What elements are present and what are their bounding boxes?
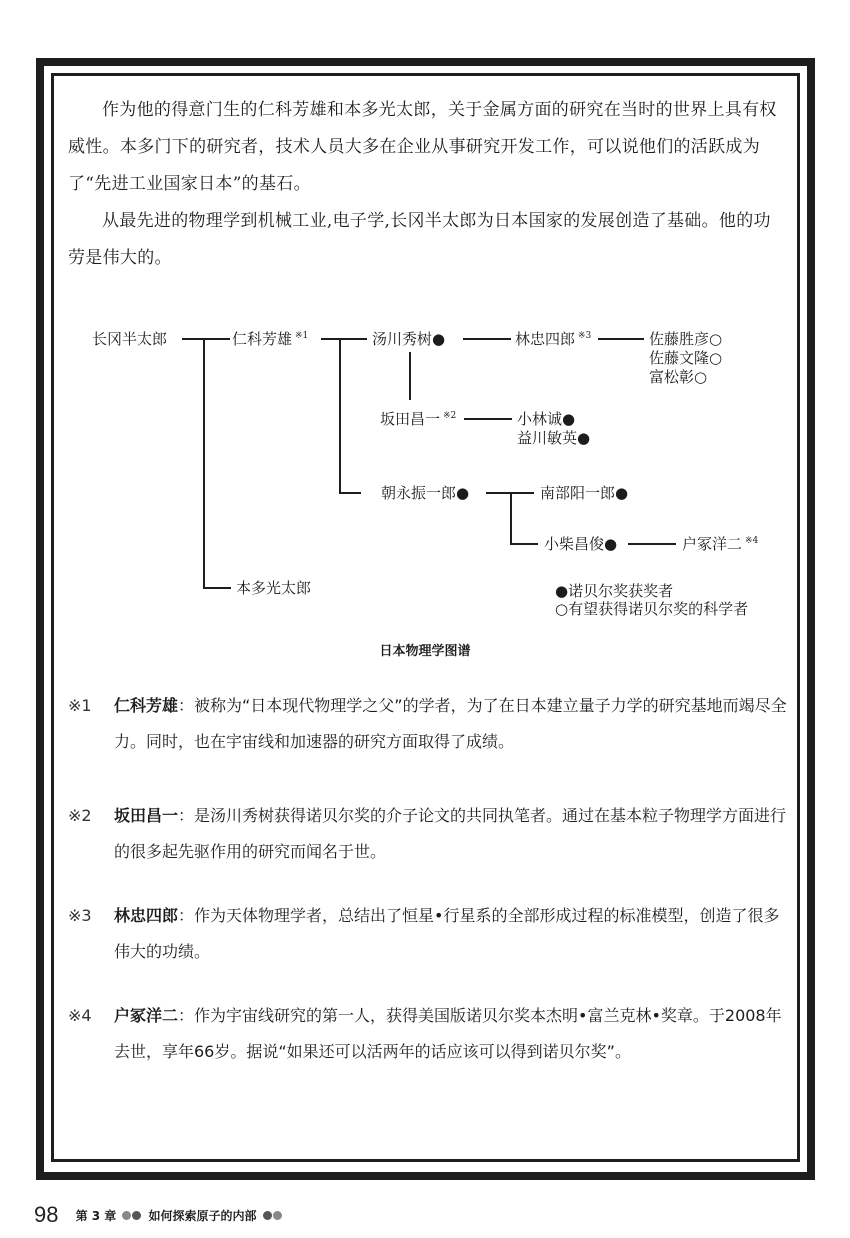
connector-nagaoka-down — [203, 338, 205, 588]
node-sato-katsuhiko: 佐藤胜彦○ — [649, 330, 723, 348]
page-footer — [34, 1202, 282, 1228]
node-nishina — [232, 330, 308, 348]
footnote-name: 坂田昌一 — [114, 806, 179, 825]
footnote-3 — [68, 898, 790, 970]
node-tomonaga: 朝永振一郎● — [381, 484, 470, 502]
body-paragraph-1: 作为他的得意门生的仁科芳雄和本多光太郎，关于金属方面的研究在当时的世界上具有权威性。本多门下的研究者，技术人员大多在企业从事研究开发工作，可以说他们的活跃成为了“先进工业国家日本”的基石。 — [68, 100, 777, 194]
node-hayashi — [515, 330, 591, 348]
footnote-name: 林忠四郎 — [114, 906, 179, 925]
node-sakata — [380, 410, 456, 428]
footnote-text: ：是汤川秀树获得诺贝尔奖的介子论文的共同执笔者。通过在基本粒子物理学方面进行的很多起先驱作用的研究而闻名于世。 — [114, 806, 787, 861]
footnote-mark: ※1 — [68, 696, 92, 715]
connector-tomonaga-down — [510, 492, 512, 544]
footnote-name: 户冢洋二 — [114, 1006, 179, 1025]
note-ref-3: ※3 — [578, 331, 592, 341]
node-kobayashi: 小林诚● — [517, 410, 576, 428]
connector-yukawa-sakata — [409, 352, 411, 400]
legend-nobel-laureate: ●诺贝尔奖获奖者 — [555, 582, 674, 600]
connector-to-tomonaga — [339, 492, 361, 494]
node-yukawa: 汤川秀树● — [372, 330, 446, 348]
node-sato-fumitaka: 佐藤文隆○ — [649, 349, 723, 367]
node-nagaoka: 长冈半太郎 — [92, 330, 168, 348]
node-nambu: 南部阳一郎● — [540, 484, 629, 502]
node-totsuka-name: 户冢洋二 — [682, 535, 743, 553]
connector-yukawa-hayashi — [463, 338, 511, 340]
node-totsuka — [682, 535, 758, 553]
page-number: 98 — [34, 1202, 59, 1227]
body-paragraph-2: 从最先进的物理学到机械工业,电子学,长冈半太郎为日本国家的发展创造了基础。他的功劳是伟大的。 — [68, 211, 771, 268]
chapter-title: 如何探索原子的内部 — [148, 1208, 257, 1223]
note-ref-1: ※1 — [295, 331, 309, 341]
footnote-mark: ※2 — [68, 806, 92, 825]
footnote-1 — [68, 688, 790, 760]
footnote-4 — [68, 998, 790, 1070]
legend-nobel-candidate: ○有望获得诺贝尔奖的科学者 — [555, 600, 749, 618]
connector-to-koshiba — [510, 543, 538, 545]
node-tomimatsu: 富松彰○ — [649, 368, 708, 386]
node-hayashi-name: 林忠四郎 — [515, 330, 576, 348]
footnote-text: ：作为天体物理学者，总结出了恒星•行星系的全部形成过程的标准模型，创造了很多伟大的功绩。 — [114, 906, 780, 961]
connector-nagaoka-nishina — [182, 338, 230, 340]
note-ref-4: ※4 — [745, 536, 759, 546]
node-honda: 本多光太郎 — [236, 579, 312, 597]
footnote-body — [114, 798, 790, 870]
connector-koshiba-totsuka — [628, 543, 676, 545]
connector-sakata-students — [464, 418, 512, 420]
bullet-dot-icon — [132, 1211, 141, 1220]
diagram-caption: 日本物理学图谱 — [379, 644, 471, 659]
bullet-dot-icon — [122, 1211, 131, 1220]
bullet-dot-icon — [273, 1211, 282, 1220]
node-masukawa: 益川敏英● — [517, 429, 591, 447]
footnote-body — [114, 688, 790, 760]
footnote-2 — [68, 798, 790, 870]
footnote-mark: ※3 — [68, 906, 92, 925]
node-nishina-name: 仁科芳雄 — [232, 330, 293, 348]
chapter-label: 第 3 章 — [75, 1208, 117, 1223]
note-ref-2: ※2 — [443, 411, 457, 421]
footnote-text: ：被称为“日本现代物理学之父”的学者，为了在日本建立量子力学的研究基地而竭尽全力。同时，也在宇宙线和加速器的研究方面取得了成绩。 — [114, 696, 787, 751]
node-sakata-name: 坂田昌一 — [380, 410, 441, 428]
connector-to-honda — [203, 587, 231, 589]
node-koshiba: 小柴昌俊● — [544, 535, 618, 553]
connector-hayashi-students — [598, 338, 644, 340]
connector-nishina-yukawa — [321, 338, 367, 340]
footnote-text: ：作为宇宙线研究的第一人，获得美国版诺贝尔奖本杰明•富兰克林•奖章。于2008年去世，享年66岁。据说“如果还可以活两年的话应该可以得到诺贝尔奖”。 — [114, 1006, 782, 1061]
footnote-body — [114, 898, 790, 970]
connector-nishina-down — [339, 338, 341, 493]
footnote-body — [114, 998, 790, 1070]
footnote-name: 仁科芳雄 — [114, 696, 179, 715]
footnote-mark: ※4 — [68, 1006, 92, 1025]
bullet-dot-icon — [263, 1211, 272, 1220]
